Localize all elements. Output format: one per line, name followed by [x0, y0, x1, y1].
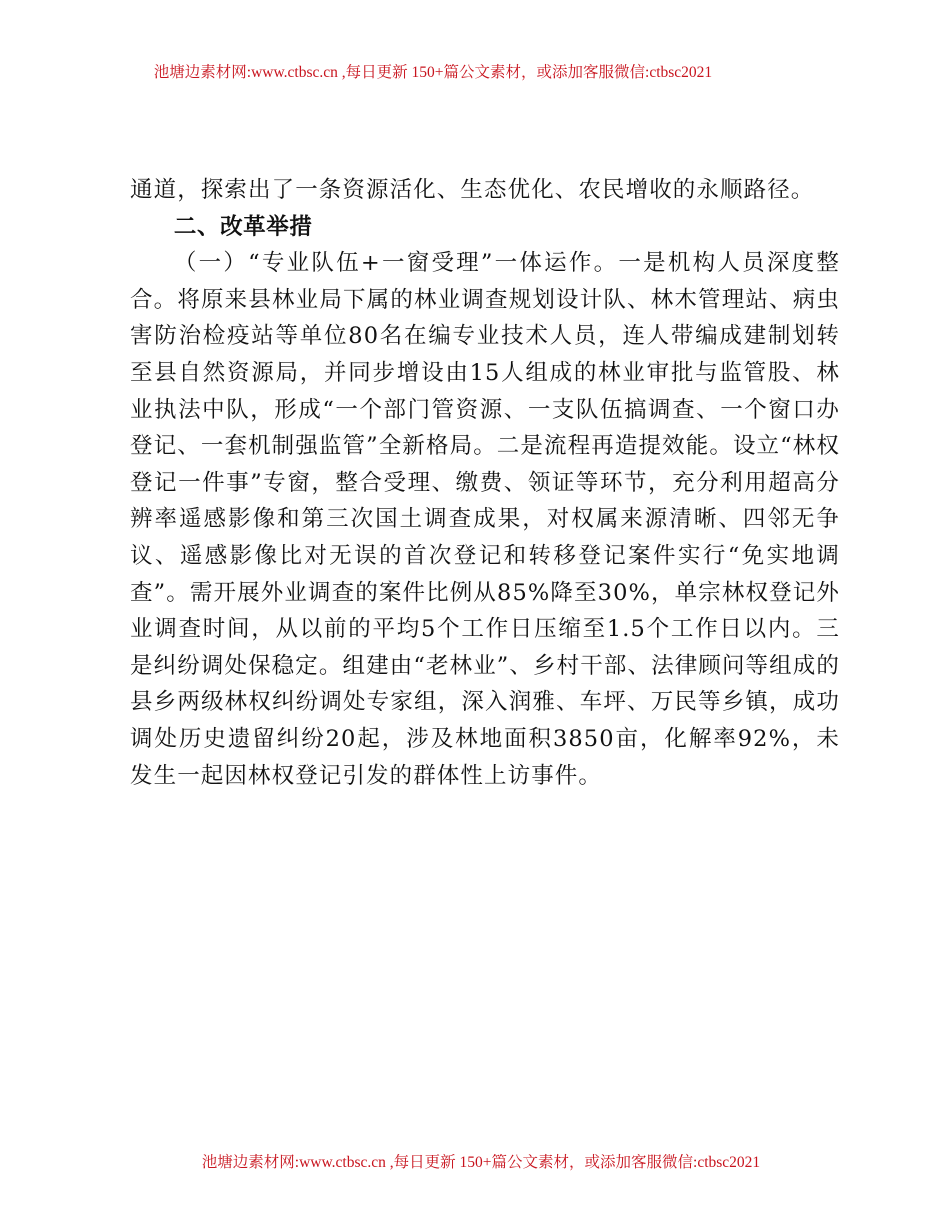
- section-heading: 二、改革举措: [173, 213, 313, 240]
- continuation-paragraph: 通道，探索出了一条资源活化、生态优化、农民增收的永顺路径。: [130, 177, 815, 203]
- measures-paragraph: （一）“专业队伍+一窗受理”一体运作。一是机构人员深度整合。将原来县林业局下属的林业调查规划设计队、林木管理站、病虫害防治检疫站等单位80名在编专业技术人员，连人带编成建制划转至县自然资源局，并同步增设由15人组成的林业审批与监管股、林业执法中队，形成“一个部门管资源、一支队伍搞调查、一个窗口办登记、一套机制强监管”全新格局。二是流程再造提效能。设立“林权登记一件事”专窗，整合受理、缴费、领证等环节，充分利用超高分辨率遥感影像和第三次国土调查成果，对权属来源清晰、四邻无争议、遥感影像比对无误的首次登记和转移登记案件实行“免实地调查”。需开展外业调查的案件比例从85%降至30%，单宗林权登记外业调查时间，从以前的平均5个工作日压缩至1.5个工作日以内。三是纠纷调处保稳定。组建由“老林业”、乡村干部、法律顾问等组成的县乡两级林权纠纷调处专家组，深入润雅、车坪、万民等乡镇，成功调处历史遗留纠纷20起，涉及林地面积3850亩，化解率92%，未发生一起因林权登记引发的群体性上访事件。: [130, 250, 840, 789]
- header-watermark-banner: 池塘边素材网:www.ctbsc.cn ,每日更新 150+篇公文素材，或添加客服微信:ctbsc2021: [153, 64, 713, 81]
- document-body: [130, 172, 840, 794]
- footer-watermark-banner: 池塘边素材网:www.ctbsc.cn ,每日更新 150+篇公文素材，或添加客服微信:ctbsc2021: [201, 1154, 761, 1171]
